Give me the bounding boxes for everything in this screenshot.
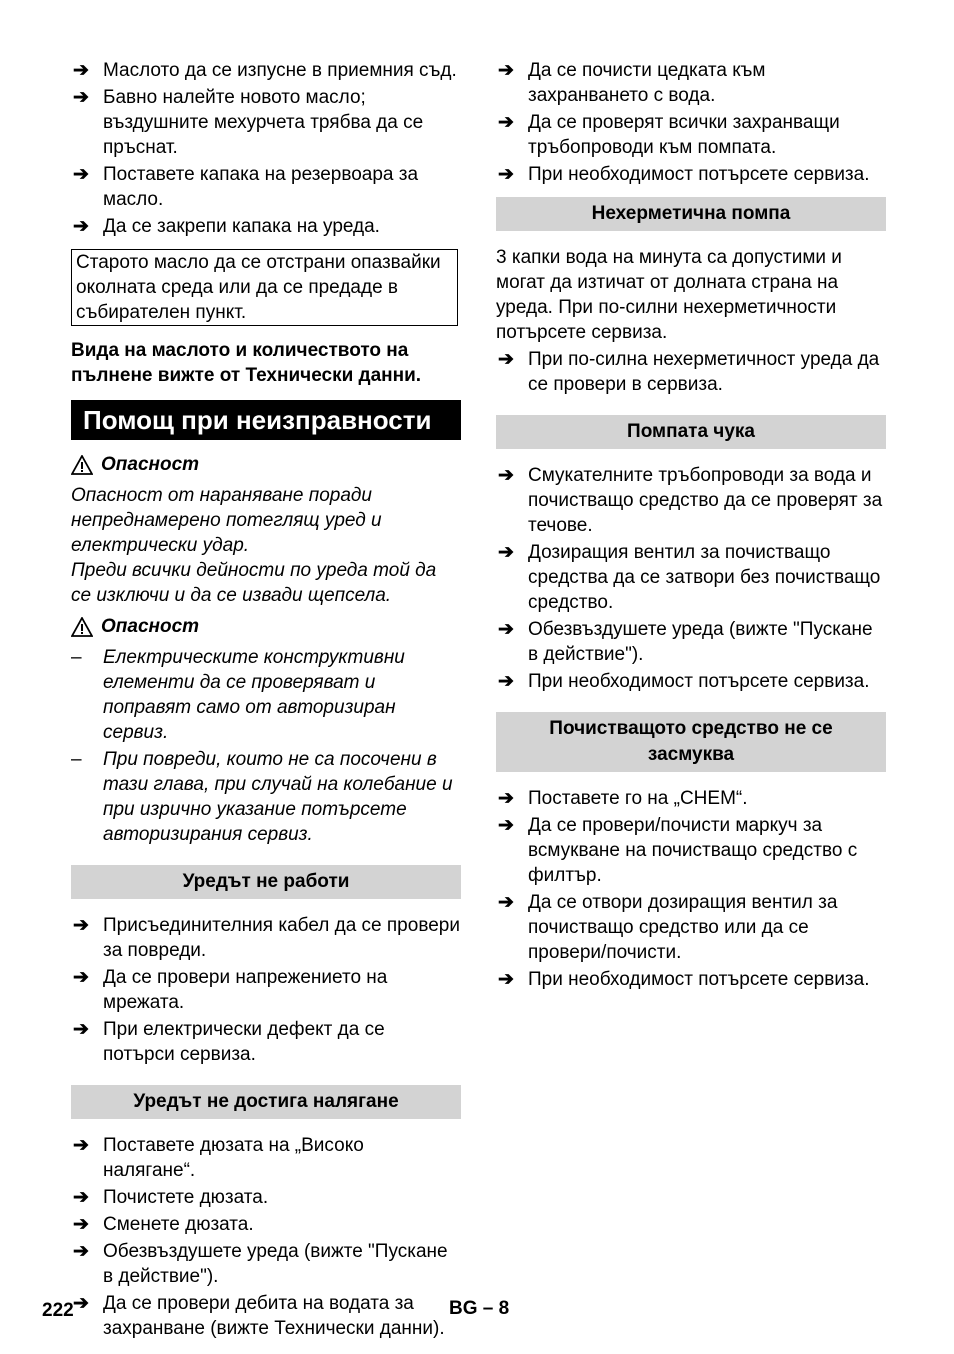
danger-heading: Опасност <box>71 614 461 639</box>
section-heading: Почистващото средство не се засмуква <box>496 712 886 772</box>
arrow-right-icon: ➔ <box>73 1187 89 1208</box>
danger-text: Преди всички дейности по уреда той да се изключи и да се извади щепсела. <box>71 560 437 606</box>
section-heading: Уредът не работи <box>71 865 461 899</box>
list-item: ➔ При необходимост потърсете сервиза. <box>498 164 870 185</box>
warning-triangle-icon <box>71 617 93 637</box>
arrow-right-icon: ➔ <box>498 892 514 913</box>
danger-text: Опасност от нараняване поради непреднамерено потеглящ уред и електрически удар. <box>71 485 382 556</box>
arrow-right-icon: ➔ <box>498 164 514 185</box>
list-item: ➔ Да се закрепи капака на уреда. <box>73 216 380 237</box>
warning-triangle-icon <box>71 455 93 475</box>
arrow-right-icon: ➔ <box>73 1135 89 1156</box>
page-label: BG – 8 <box>449 1298 510 1319</box>
oil-steps-list <box>71 58 461 239</box>
arrow-right-icon: ➔ <box>498 60 514 81</box>
supply-steps-list <box>496 58 886 187</box>
arrow-right-icon: ➔ <box>498 542 514 563</box>
section-steps-list <box>496 463 886 694</box>
danger-heading: Опасност <box>71 452 461 477</box>
list-item: ➔ Дозиращия вентил за почистващо средства да се затвори без почистващо средство. <box>498 542 881 613</box>
arrow-right-icon: ➔ <box>73 87 89 108</box>
arrow-right-icon: ➔ <box>73 216 89 237</box>
right-column <box>496 58 886 994</box>
oil-type-note: Вида на маслото и количеството на пълнене вижте от Технически данни. <box>71 340 422 386</box>
leak-paragraph: 3 капки вода на минута са допустими и могат да изтичат от долната страна на уреда. При по-силни нехерметичности потърсете сервиза. <box>496 247 842 343</box>
list-item: ➔ При необходимост потърсете сервиза. <box>498 969 870 990</box>
list-item: ➔ Да се провери дебита на водата за захранване (вижте Технически данни). <box>73 1293 445 1339</box>
list-item: ➔ Смукателните тръбопроводи за вода и почистващо средство да се проверят за течове. <box>498 465 883 536</box>
arrow-right-icon: ➔ <box>73 164 89 185</box>
page-number: 222 <box>42 1300 74 1321</box>
list-item: ➔ Сменете дюзата. <box>73 1214 254 1235</box>
page-title: Помощ при неизправности <box>71 400 461 440</box>
section-steps-list <box>496 347 886 397</box>
list-item: ➔ Да се отвори дозиращия вентил за почистващо средство или да се провери/почисти. <box>498 892 838 963</box>
list-item: ➔ При необходимост потърсете сервиза. <box>498 671 870 692</box>
list-item: ➔ Поставете го на „CHEM“. <box>498 788 748 809</box>
arrow-right-icon: ➔ <box>73 60 89 81</box>
arrow-right-icon: ➔ <box>73 1214 89 1235</box>
arrow-right-icon: ➔ <box>498 349 514 370</box>
list-item: ➔ При по-силна нехерметичност уреда да се провери в сервиза. <box>498 349 880 395</box>
arrow-right-icon: ➔ <box>73 1293 89 1314</box>
section-steps-list <box>71 913 461 1067</box>
list-item: – При повреди, които не са посочени в тази глава, при случай на колебание и при изрично указание потърсете авторизирания сервиз. <box>71 749 453 845</box>
left-column <box>71 58 461 1343</box>
list-item: ➔ Присъединителния кабел да се провери за повреди. <box>73 915 460 961</box>
list-item: ➔ Поставете капака на резервоара за масло. <box>73 164 419 210</box>
list-item: ➔ Поставете дюзата на „Високо налягане“. <box>73 1135 364 1181</box>
arrow-right-icon: ➔ <box>73 915 89 936</box>
list-item: – Електрическите конструктивни елементи да се проверяват и поправят само от авторизиран сервиз. <box>71 647 405 743</box>
list-item: ➔ Бавно налейте новото масло; въздушните мехурчета трябва да се пръснат. <box>73 87 424 158</box>
list-item: ➔ Почистете дюзата. <box>73 1187 269 1208</box>
arrow-right-icon: ➔ <box>498 671 514 692</box>
list-item: ➔ Обезвъздушете уреда (вижте "Пускане в действие"). <box>498 619 873 665</box>
arrow-right-icon: ➔ <box>498 112 514 133</box>
danger-list <box>71 645 461 847</box>
list-item: ➔ Обезвъздушете уреда (вижте "Пускане в действие"). <box>73 1241 448 1287</box>
list-item: ➔ Да се проверят всички захранващи тръбопроводи към помпата. <box>498 112 840 158</box>
arrow-right-icon: ➔ <box>73 1241 89 1262</box>
list-item: ➔ При електрически дефект да се потърси сервиза. <box>73 1019 385 1065</box>
list-item: ➔ Да се почисти цедката към захранването с вода. <box>498 60 766 106</box>
section-heading: Нехерметична помпа <box>496 197 886 231</box>
list-item: ➔ Да се провери напрежението на мрежата. <box>73 967 388 1013</box>
arrow-right-icon: ➔ <box>73 967 89 988</box>
arrow-right-icon: ➔ <box>498 788 514 809</box>
arrow-right-icon: ➔ <box>498 619 514 640</box>
arrow-right-icon: ➔ <box>498 465 514 486</box>
arrow-right-icon: ➔ <box>498 969 514 990</box>
list-item: ➔ Маслото да се изпусне в приемния съд. <box>73 60 457 81</box>
section-steps-list <box>71 1133 461 1341</box>
environment-note-box: Старото масло да се отстрани опазвайки околната среда или да се предаде в събирателен пункт. <box>71 249 458 326</box>
section-heading: Уредът не достига налягане <box>71 1085 461 1119</box>
list-item: ➔ Да се провери/почисти маркуч за всмукване на почистващо средство с филтър. <box>498 815 858 886</box>
arrow-right-icon: ➔ <box>73 1019 89 1040</box>
arrow-right-icon: ➔ <box>498 815 514 836</box>
section-heading: Помпата чука <box>496 415 886 449</box>
section-steps-list <box>496 786 886 992</box>
